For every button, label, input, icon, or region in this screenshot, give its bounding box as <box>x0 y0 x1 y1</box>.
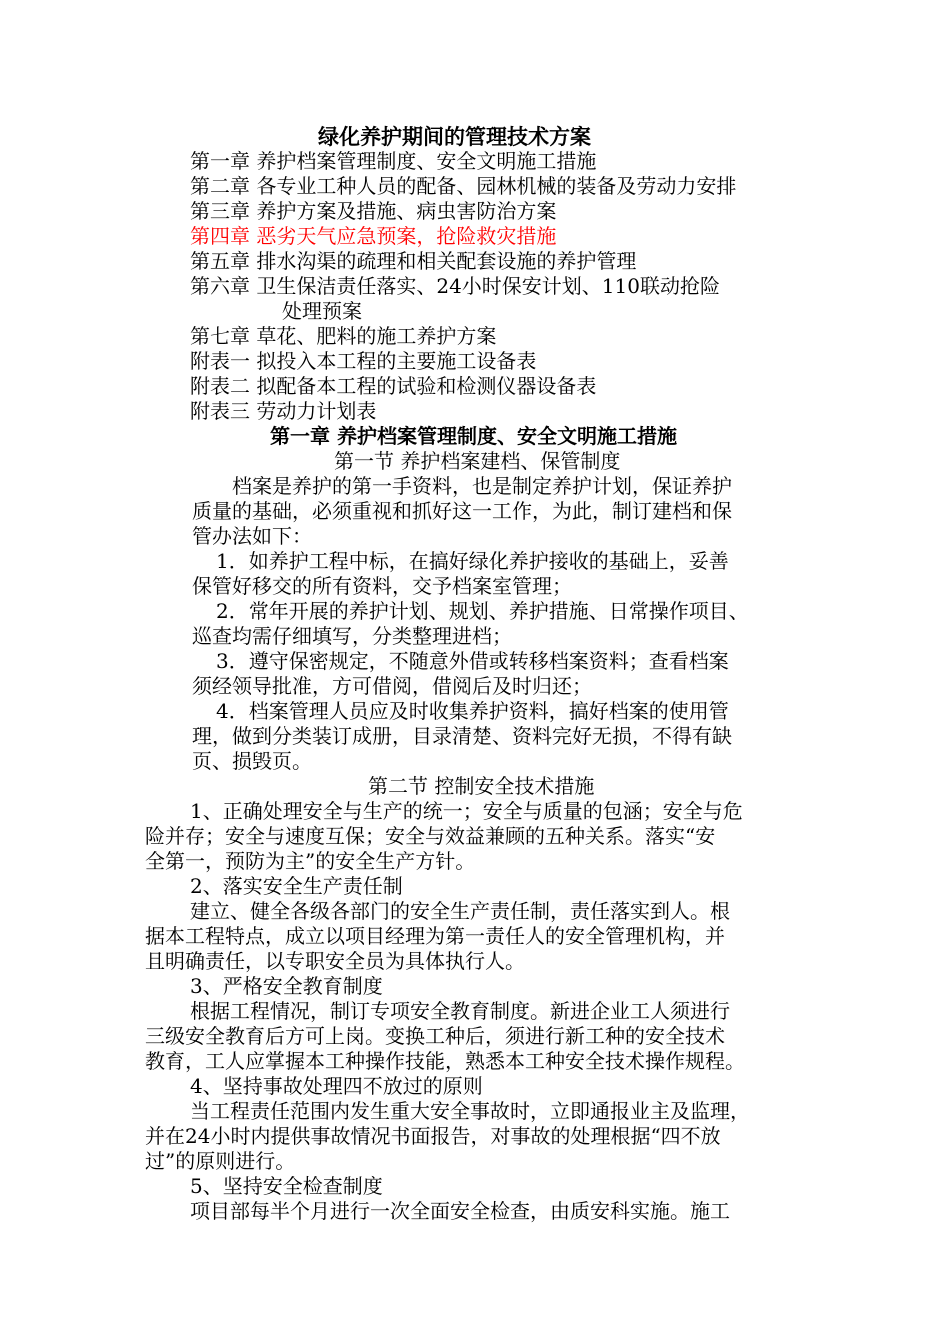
paragraph-line: 并在24小时内提供事故情况书面报告，对事故的处理根据“四不放 <box>145 1124 721 1148</box>
paragraph-line: 过”的原则进行。 <box>145 1149 296 1173</box>
section-2-item-5-heading: 5、坚持安全检查制度 <box>190 1174 383 1198</box>
toc-chapter-6: 第六章 卫生保洁责任落实、24小时保安计划、110联动抢险 <box>190 274 720 298</box>
toc-chapter-4: 第四章 恶劣天气应急预案，抢险救灾措施 <box>190 224 557 248</box>
paragraph-line: 理，做到分类装订成册，目录清楚、资料完好无损，不得有缺 <box>192 724 732 748</box>
document-title: 绿化养护期间的管理技术方案 <box>318 124 591 149</box>
toc-chapter-2: 第二章 各专业工种人员的配备、园林机械的装备及劳动力安排 <box>190 174 737 198</box>
paragraph-line: 据本工程特点，成立以项目经理为第一责任人的安全管理机构，并 <box>145 924 725 948</box>
paragraph-line: 1、正确处理安全与生产的统一；安全与质量的包涵；安全与危 <box>190 799 743 823</box>
toc-chapter-6-cont: 处理预案 <box>282 299 362 323</box>
section-2-item-2-heading: 2、落实安全生产责任制 <box>190 874 403 898</box>
paragraph-line: 险并存；安全与速度互保；安全与效益兼顾的五种关系。落实“安 <box>145 824 716 848</box>
paragraph-line: 档案是养护的第一手资料，也是制定养护计划，保证养护 <box>232 474 732 498</box>
paragraph-line: 当工程责任范围内发生重大安全事故时，立即通报业主及监理， <box>190 1099 750 1123</box>
toc-chapter-1: 第一章 养护档案管理制度、安全文明施工措施 <box>190 149 597 173</box>
paragraph-line: 须经领导批准，方可借阅，借阅后及时归还； <box>192 674 592 698</box>
paragraph-line: 教育，工人应掌握本工种操作技能，熟悉本工种安全技术操作规程。 <box>145 1049 745 1073</box>
toc-appendix-3: 附表三 劳动力计划表 <box>190 399 377 423</box>
paragraph-line: 保管好移交的所有资料，交予档案室管理； <box>192 574 572 598</box>
paragraph-line: 4．档案管理人员应及时收集养护资料，搞好档案的使用管 <box>216 699 729 723</box>
section-2-item-3-heading: 3、严格安全教育制度 <box>190 974 383 998</box>
paragraph-line: 且明确责任，以专职安全员为具体执行人。 <box>145 949 525 973</box>
section-2-heading: 第二节 控制安全技术措施 <box>368 774 595 798</box>
section-1-heading: 第一节 养护档案建档、保管制度 <box>334 449 621 473</box>
section-2-item-4-heading: 4、坚持事故处理四不放过的原则 <box>190 1074 483 1098</box>
toc-appendix-1: 附表一 拟投入本工程的主要施工设备表 <box>190 349 537 373</box>
paragraph-line: 根据工程情况，制订专项安全教育制度。新进企业工人须进行 <box>190 999 730 1023</box>
toc-chapter-5: 第五章 排水沟渠的疏理和相关配套设施的养护管理 <box>190 249 637 273</box>
toc-appendix-2: 附表二 拟配备本工程的试验和检测仪器设备表 <box>190 374 597 398</box>
paragraph-line: 页、损毁页。 <box>192 749 312 773</box>
chapter-1-heading: 第一章 养护档案管理制度、安全文明施工措施 <box>270 424 677 448</box>
paragraph-line: 三级安全教育后方可上岗。变换工种后，须进行新工种的安全技术 <box>145 1024 725 1048</box>
paragraph-line: 1．如养护工程中标，在搞好绿化养护接收的基础上，妥善 <box>216 549 729 573</box>
paragraph-line: 3．遵守保密规定，不随意外借或转移档案资料；查看档案 <box>216 649 729 673</box>
paragraph-line: 巡查均需仔细填写，分类整理进档； <box>192 624 512 648</box>
toc-chapter-7: 第七章 草花、肥料的施工养护方案 <box>190 324 497 348</box>
paragraph-line: 质量的基础，必须重视和抓好这一工作，为此，制订建档和保 <box>192 499 732 523</box>
paragraph-line: 管办法如下： <box>192 524 312 548</box>
paragraph-line: 全第一，预防为主”的安全生产方针。 <box>145 849 476 873</box>
paragraph-line: 项目部每半个月进行一次全面安全检查，由质安科实施。施工 <box>190 1199 730 1223</box>
toc-chapter-3: 第三章 养护方案及措施、病虫害防治方案 <box>190 199 557 223</box>
paragraph-line: 2．常年开展的养护计划、规划、养护措施、日常操作项目、 <box>216 599 749 623</box>
paragraph-line: 建立、健全各级各部门的安全生产责任制，责任落实到人。根 <box>190 899 730 923</box>
